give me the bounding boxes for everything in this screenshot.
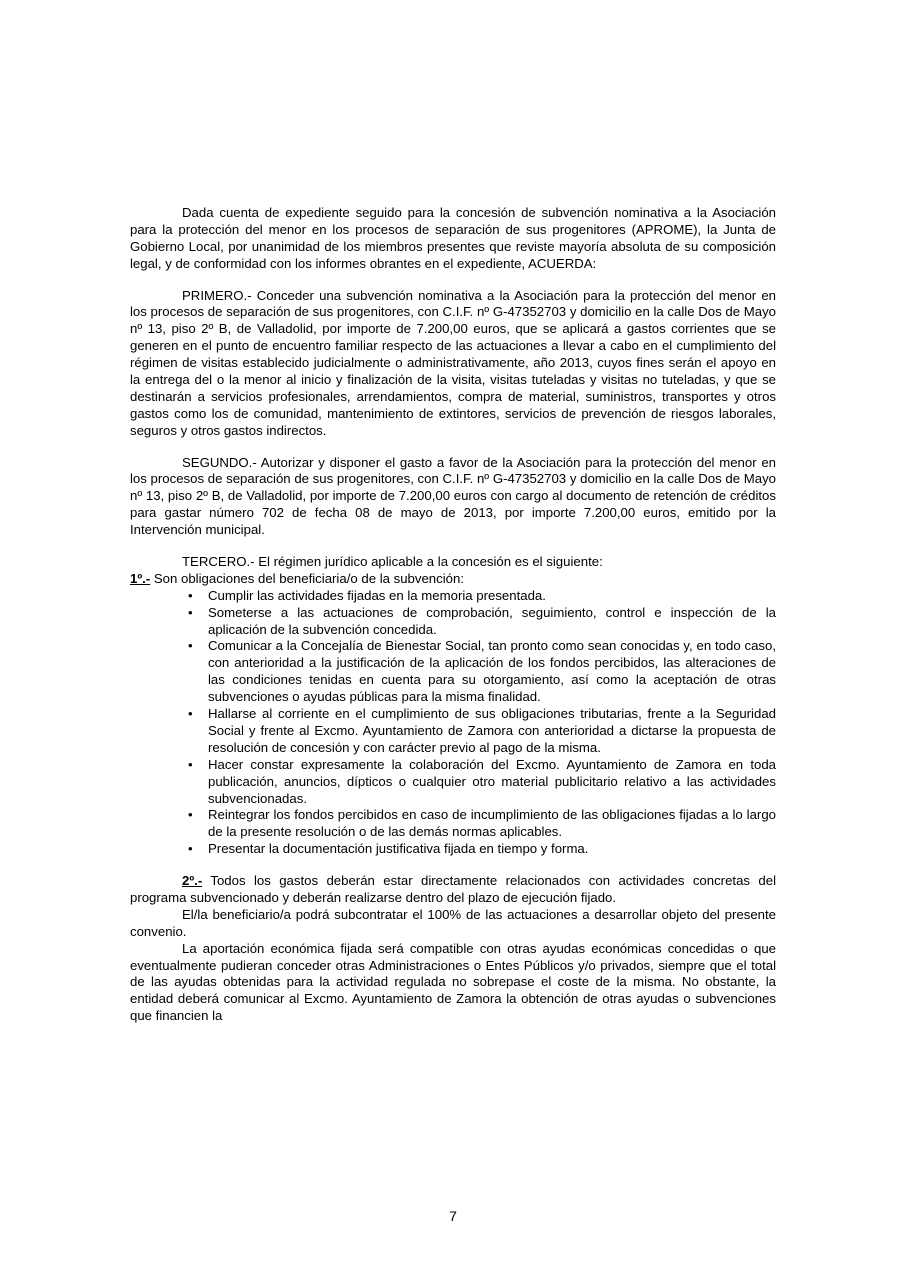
list-item: • Hallarse al corriente en el cumplimiento de sus obligaciones tributarias, frente a la Seguridad Social y frente al Excmo. Ayuntamiento de Zamora con anterioridad a dictarse la propuesta de resolución de concesión y con carácter previo al pago de la misma. xyxy=(130,706,776,757)
punto-dos-label: 2º.- xyxy=(182,873,203,889)
page-number: 7 xyxy=(449,1208,457,1224)
list-item: • Comunicar a la Concejalía de Bienestar Social, tan pronto como sean conocidas y, en todo caso, con anterioridad a la justificación de la aplicación de los fondos percibidos, las alteraciones de las condiciones tenidas en cuenta para su otorgamiento, así como la aceptación de otras subvenciones o ayudas públicas para la misma finalidad. xyxy=(130,638,776,706)
document-body xyxy=(130,205,776,1025)
paragraph-subcontratar: El/la beneficiario/a podrá subcontratar el 100% de las actuaciones a desarrollar objeto del presente convenio. xyxy=(130,906,776,939)
paragraph-intro: Dada cuenta de expediente seguido para la concesión de subvención nominativa a la Asociación para la protección del menor en los procesos de separación de sus progenitores (APROME), la Junta de Gobierno Local, por unanimidad de los miembros presentes que reviste mayoría absoluta de su composición legal, y de conformidad con los informes obrantes en el expediente, ACUERDA: xyxy=(130,205,776,271)
punto-uno-label: 1º.- xyxy=(130,570,151,586)
list-item: • Cumplir las actividades fijadas en la memoria presentada. xyxy=(130,588,776,605)
spacer xyxy=(130,273,776,288)
paragraph-tercero: TERCERO.- El régimen jurídico aplicable a la concesión es el siguiente: xyxy=(182,554,603,570)
obligations-list xyxy=(130,588,776,858)
list-item: • Someterse a las actuaciones de comprobación, seguimiento, control e inspección de la aplicación de la subvención concedida. xyxy=(130,605,776,639)
list-item: • Hacer constar expresamente la colaboración del Excmo. Ayuntamiento de Zamora en toda publicación, anuncios, dípticos o cualquier otro material publicitario relativo a las actividades subvencionadas. xyxy=(130,757,776,808)
punto-dos-text: Todos los gastos deberán estar directamente relacionados con actividades concretas del programa subvencionado y deberán realizarse dentro del plazo de ejecución fijado. xyxy=(130,873,776,905)
paragraph-punto-dos xyxy=(130,873,776,907)
spacer xyxy=(130,440,776,455)
spacer xyxy=(130,858,776,873)
punto-uno-text: Son obligaciones del beneficiaria/o de la subvención: xyxy=(150,570,465,586)
spacer xyxy=(130,539,776,554)
list-item: • Presentar la documentación justificativa fijada en tiempo y forma. xyxy=(130,841,776,858)
paragraph-primero: PRIMERO.- Conceder una subvención nominativa a la Asociación para la protección del menor en los procesos de separación de sus progenitores, con C.I.F. nº G-47352703 y domicilio en la calle Dos de Mayo nº 13, piso 2º B, de Valladolid, por importe de 7.200,00 euros, que se aplicará a gastos corrientes que se generen en el punto de encuentro familiar respecto de las actuaciones a llevar a cabo en el cumplimiento del régimen de visitas establecido judicialmente o administrativamente, año 2013, cuyos fines serán el apoyo en la entrega del o la menor al inicio y finalización de la visita, visitas tuteladas y visitas no tuteladas, y que se destinarán a servicios profesionales, arrendamientos, compra de material, suministros, transportes y otros gastos como los de comunidad, mantenimiento de extintores, servicios de prevención de riesgos laborales, seguros y otros gastos indirectos. xyxy=(130,287,776,438)
paragraph-punto-uno xyxy=(130,571,776,588)
paragraph-aportacion: La aportación económica fijada será compatible con otras ayudas económicas concedidas o que eventualmente pudieran conceder otras Administraciones o Entes Públicos y/o privados, siempre que el total de las ayudas obtenidas para la actividad regulada no sobrepase el coste de la misma. No obstante, la entidad deberá comunicar al Excmo. Ayuntamiento de Zamora la obtención de otras ayudas o subvenciones que financien la xyxy=(130,940,776,1024)
paragraph-segundo: SEGUNDO.- Autorizar y disponer el gasto a favor de la Asociación para la protección del menor en los procesos de separación de sus progenitores, con C.I.F. nº G-47352703 y domicilio en la calle Dos de Mayo nº 13, piso 2º B, de Valladolid, por importe de 7.200,00 euros con cargo al documento de retención de créditos para gastar número 702 de fecha 08 de mayo de 2013, por importe 7.200,00 euros, emitido por la Intervención municipal. xyxy=(130,454,776,538)
list-item: • Reintegrar los fondos percibidos en caso de incumplimiento de las obligaciones fijadas a lo largo de la presente resolución o de las demás normas aplicables. xyxy=(130,807,776,841)
